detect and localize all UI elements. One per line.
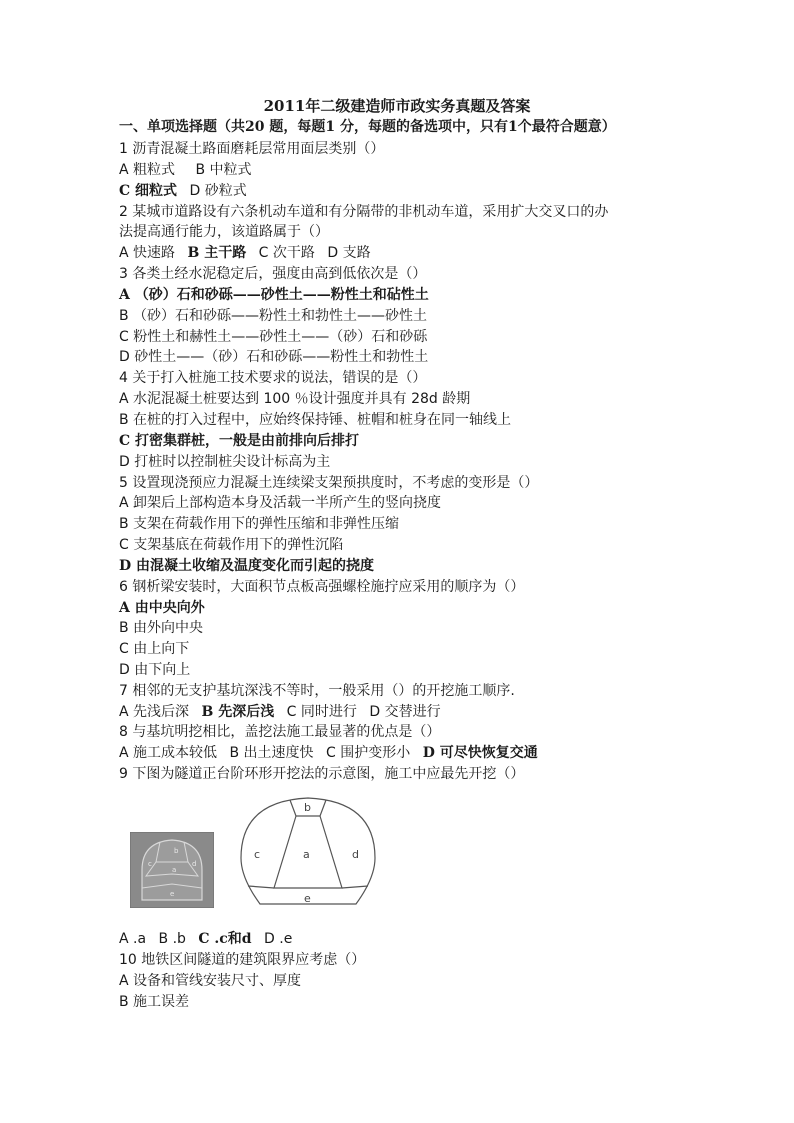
question-7-options: [119, 702, 759, 722]
question-9-stem: 9 下图为隧道正台阶环形开挖法的示意图，施工中应最先开挖（）: [119, 766, 525, 782]
q3-option-b: B （砂）石和砂砾——粉性土和勃性土——砂性土: [119, 308, 428, 324]
tunnel-photo-figure: [130, 832, 214, 908]
question-3-stem: 3 各类土经水泥稳定后，强度由高到低依次是（）: [119, 266, 427, 282]
question-9-options: [119, 929, 759, 949]
q6-option-a-answer: A 由中央向外: [119, 600, 205, 616]
question-2-stem-line-1: 2 某城市道路设有六条机动车道和有分隔带的非机动车道，采用扩大交叉口的办: [119, 204, 609, 220]
q4-option-d: D 打桩时以控制桩尖设计标高为主: [119, 454, 331, 470]
question-10-stem: 10 地铁区间隧道的建筑限界应考虑（）: [119, 952, 366, 968]
section-heading: 一、单项选择题（共20 题，每题1 分，每题的备选项中，只有1个最符合题意）: [119, 119, 616, 135]
q2-option-c: C 次干路: [258, 245, 315, 261]
q1-option-b: B 中粒式: [195, 162, 252, 178]
q7-option-d: D 交替进行: [369, 704, 441, 720]
q8-option-c: C 围护变形小: [326, 745, 411, 761]
q10-option-b: B 施工误差: [119, 994, 190, 1010]
question-8-stem: 8 与基坑明挖相比，盖挖法施工最显著的优点是（）: [119, 724, 441, 740]
q3-option-c: C 粉性土和赫性土——砂性土——（砂）石和砂砾: [119, 329, 428, 345]
diagram-label-b: b: [304, 801, 311, 814]
q4-option-b: B 在桩的打入过程中，应始终保持锤、桩帽和桩身在同一轴线上: [119, 412, 512, 428]
question-2-stem-line-2: 法提高通行能力，该道路属于（）: [119, 224, 329, 240]
q1-option-a: A 粗粒式: [119, 162, 176, 178]
q2-option-a: A 快速路: [119, 245, 176, 261]
diagram-label-d: d: [352, 848, 359, 861]
question-1-options-row-1: [119, 160, 759, 180]
diagram-label-e: e: [304, 892, 311, 905]
q5-option-b: B 支架在荷载作用下的弹性压缩和非弹性压缩: [119, 516, 400, 532]
photo-label-b: b: [174, 847, 179, 855]
question-1-stem: 1 沥青混凝土路面磨耗层常用面层类别（）: [119, 141, 385, 157]
q4-option-c-answer: C 打密集群桩，一般是由前排向后排打: [119, 433, 360, 449]
q10-option-a: A 设备和管线安装尺寸、厚度: [119, 973, 302, 989]
q5-option-c: C 支架基底在荷载作用下的弹性沉陷: [119, 537, 344, 553]
q4-option-a: A 水泥混凝土桩要达到 100 ％设计强度并具有 28d 龄期: [119, 391, 471, 407]
photo-label-a: a: [172, 866, 177, 874]
q6-option-d: D 由下向上: [119, 662, 191, 678]
q7-option-a: A 先浅后深: [119, 704, 190, 720]
question-2-options: [119, 243, 759, 263]
q9-option-d: D .e: [264, 931, 293, 947]
question-1-options-row-2: [119, 181, 759, 201]
q6-option-c: C 由上向下: [119, 641, 190, 657]
tunnel-excavation-diagram: [238, 794, 378, 916]
q9-option-c-answer: C .c和d: [198, 931, 252, 947]
q2-option-b-answer: B 主干路: [187, 245, 247, 261]
q8-option-a: A 施工成本较低: [119, 745, 218, 761]
q7-option-c: C 同时进行: [286, 704, 357, 720]
q5-option-d-answer: D 由混凝土收缩及温度变化而引起的挠度: [119, 558, 375, 574]
photo-label-e: e: [170, 890, 175, 898]
q8-option-b: B 出土速度快: [229, 745, 314, 761]
q1-option-d: D 砂粒式: [189, 183, 247, 199]
q1-option-c-answer: C 细粒式: [119, 183, 178, 199]
question-8-options: [119, 743, 759, 763]
question-4-stem: 4 关于打入桩施工技术要求的说法，错误的是（）: [119, 370, 427, 386]
q9-option-b: B .b: [158, 931, 186, 947]
q3-option-d: D 砂性土——（砂）石和砂砾——粉性土和勃性土: [119, 349, 429, 365]
page-title: 2011年二级建造师市政实务真题及答案: [263, 97, 531, 115]
q9-option-a: A .a: [119, 931, 147, 947]
q3-option-a-answer: A （砂）石和砂砾——砂性土——粉性土和砧性土: [119, 287, 429, 303]
q5-option-a: A 卸架后上部构造本身及活载一半所产生的竖向挠度: [119, 495, 442, 511]
q2-option-d: D 支路: [327, 245, 371, 261]
q6-option-b: B 由外向中央: [119, 620, 204, 636]
diagram-label-c: c: [254, 848, 261, 861]
diagram-label-a: a: [303, 848, 310, 861]
photo-label-c: c: [148, 860, 152, 868]
q7-option-b-answer: B 先深后浅: [201, 704, 275, 720]
question-6-stem: 6 钢析梁安装时，大面积节点板高强螺栓施拧应采用的顺序为（）: [119, 579, 525, 595]
q8-option-d-answer: D 可尽快恢复交通: [422, 745, 538, 761]
question-7-stem: 7 相邻的无支护基坑深浅不等时，一般采用（）的开挖施工顺序.: [119, 683, 515, 699]
photo-label-d: d: [192, 860, 197, 868]
question-5-stem: 5 设置现浇预应力混凝土连续梁支架预拱度时，不考虑的变形是（）: [119, 475, 539, 491]
